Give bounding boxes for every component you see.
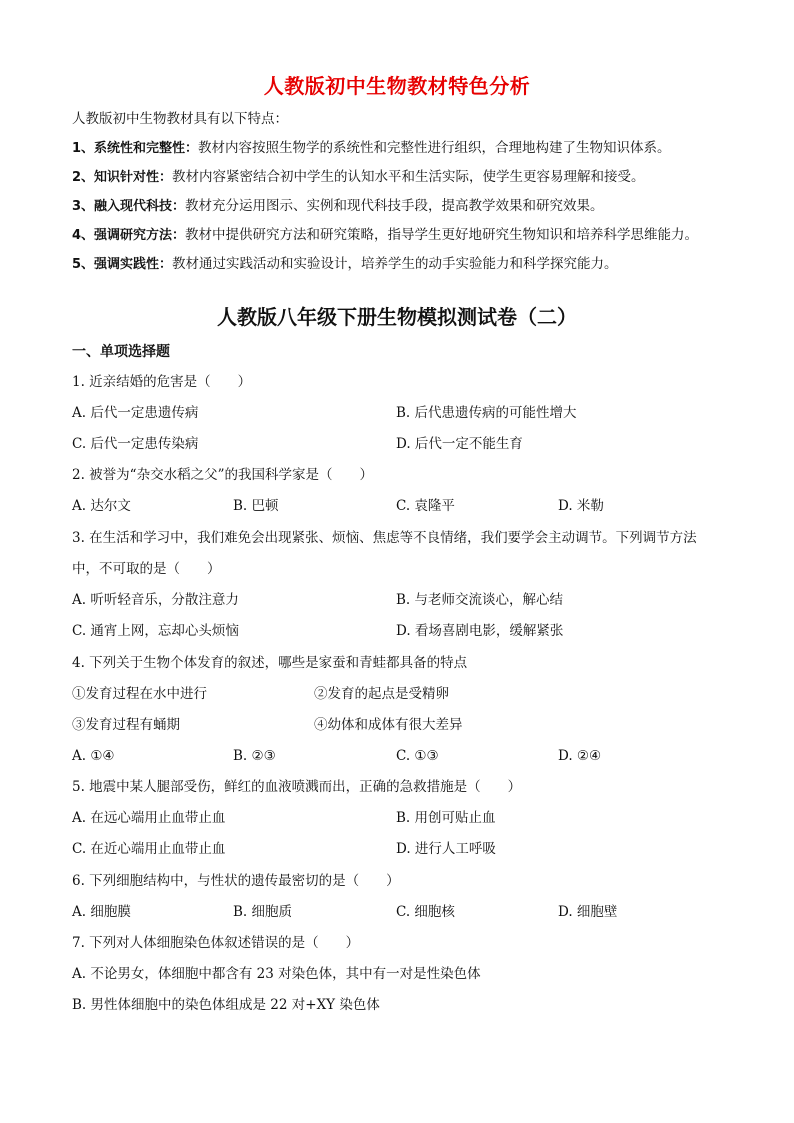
option-b: B. 巴顿	[233, 498, 279, 514]
feature-label: 1、系统性和完整性：	[72, 141, 199, 156]
feature-text: 教材充分运用图示、实例和现代科技手段，提高教学效果和研究效果。	[185, 198, 604, 214]
statement-2: ②发育的起点是受精卵	[314, 686, 449, 702]
option-a: A. ①④	[72, 748, 115, 764]
option-c: C. 袁隆平	[396, 498, 455, 514]
option-a: A. 听听轻音乐，分散注意力	[72, 592, 239, 608]
option-c: C. 细胞核	[396, 904, 455, 920]
feature-item	[72, 168, 645, 187]
question-stem: 5. 地震中某人腿部受伤，鲜红的血液喷溅而出，正确的急救措施是（ ）	[72, 779, 522, 795]
option-c: C. 后代一定患传染病	[72, 436, 199, 452]
option-d: D. 进行人工呼吸	[396, 841, 496, 857]
question-stem: 6. 下列细胞结构中，与性状的遗传最密切的是（ ）	[72, 873, 400, 889]
option-a: A. 在远心端用止血带止血	[72, 810, 226, 826]
feature-text: 教材内容按照生物学的系统性和完整性进行组织，合理地构建了生物知识体系。	[198, 140, 671, 156]
feature-label: 5、强调实践性：	[72, 257, 173, 272]
feature-text: 教材通过实践活动和实验设计，培养学生的动手实验能力和科学探究能力。	[172, 256, 618, 272]
option-b: B. 与老师交流谈心，解心结	[396, 592, 564, 608]
option-d: D. 细胞壁	[558, 904, 618, 920]
option-a: A. 达尔文	[72, 498, 131, 514]
statement-1: ①发育过程在水中进行	[72, 686, 207, 702]
exam-title: 人教版八年级下册生物模拟测试卷（二）	[217, 305, 577, 329]
feature-text: 教材内容紧密结合初中学生的认知水平和生活实际，使学生更容易理解和接受。	[172, 169, 645, 185]
intro-lead: 人教版初中生物教材具有以下特点：	[72, 111, 288, 127]
feature-item	[72, 139, 671, 158]
option-d: D. 后代一定不能生育	[396, 436, 523, 452]
statement-4: ④幼体和成体有很大差异	[314, 717, 463, 733]
feature-item	[72, 226, 698, 245]
option-d: D. 米勒	[558, 498, 604, 514]
option-b: B. 细胞质	[233, 904, 293, 920]
option-c: C. 通宵上网，忘却心头烦恼	[72, 623, 239, 639]
feature-item	[72, 197, 604, 216]
option-d: D. ②④	[558, 748, 602, 764]
question-stem: 7. 下列对人体细胞染色体叙述错误的是（ ）	[72, 935, 360, 951]
section-heading: 一、单项选择题	[72, 344, 170, 360]
feature-label: 2、知识针对性：	[72, 170, 173, 185]
question-stem: 3. 在生活和学习中，我们难免会出现紧张、烦恼、焦虑等不良情绪，我们要学会主动调节。下列调节方法	[72, 530, 697, 546]
option-b: B. 男性体细胞中的染色体组成是 22 对+XY 染色体	[72, 997, 380, 1013]
statement-3: ③发育过程有蛹期	[72, 717, 180, 733]
feature-label: 4、强调研究方法：	[72, 228, 186, 243]
feature-text: 教材中提供研究方法和研究策略，指导学生更好地研究生物知识和培养科学思维能力。	[185, 227, 699, 243]
option-b: B. ②③	[233, 748, 276, 764]
option-b: B. 后代患遗传病的可能性增大	[396, 405, 577, 421]
option-c: C. ①③	[396, 748, 439, 764]
option-a: A. 不论男女，体细胞中都含有 23 对染色体，其中有一对是性染色体	[72, 966, 481, 982]
option-a: A. 细胞膜	[72, 904, 131, 920]
option-d: D. 看场喜剧电影，缓解紧张	[396, 623, 564, 639]
feature-label: 3、融入现代科技：	[72, 199, 186, 214]
option-c: C. 在近心端用止血带止血	[72, 841, 226, 857]
question-stem-continued: 中，不可取的是（ ）	[72, 561, 221, 577]
option-b: B. 用创可贴止血	[396, 810, 496, 826]
question-stem: 2. 被誉为“杂交水稻之父”的我国科学家是（ ）	[72, 467, 373, 483]
intro-title: 人教版初中生物教材特色分析	[263, 74, 531, 98]
question-stem: 4. 下列关于生物个体发育的叙述，哪些是家蚕和青蛙都具备的特点	[72, 655, 468, 671]
question-stem: 1. 近亲结婚的危害是（ ）	[72, 374, 252, 390]
option-a: A. 后代一定患遗传病	[72, 405, 199, 421]
feature-item	[72, 255, 618, 274]
